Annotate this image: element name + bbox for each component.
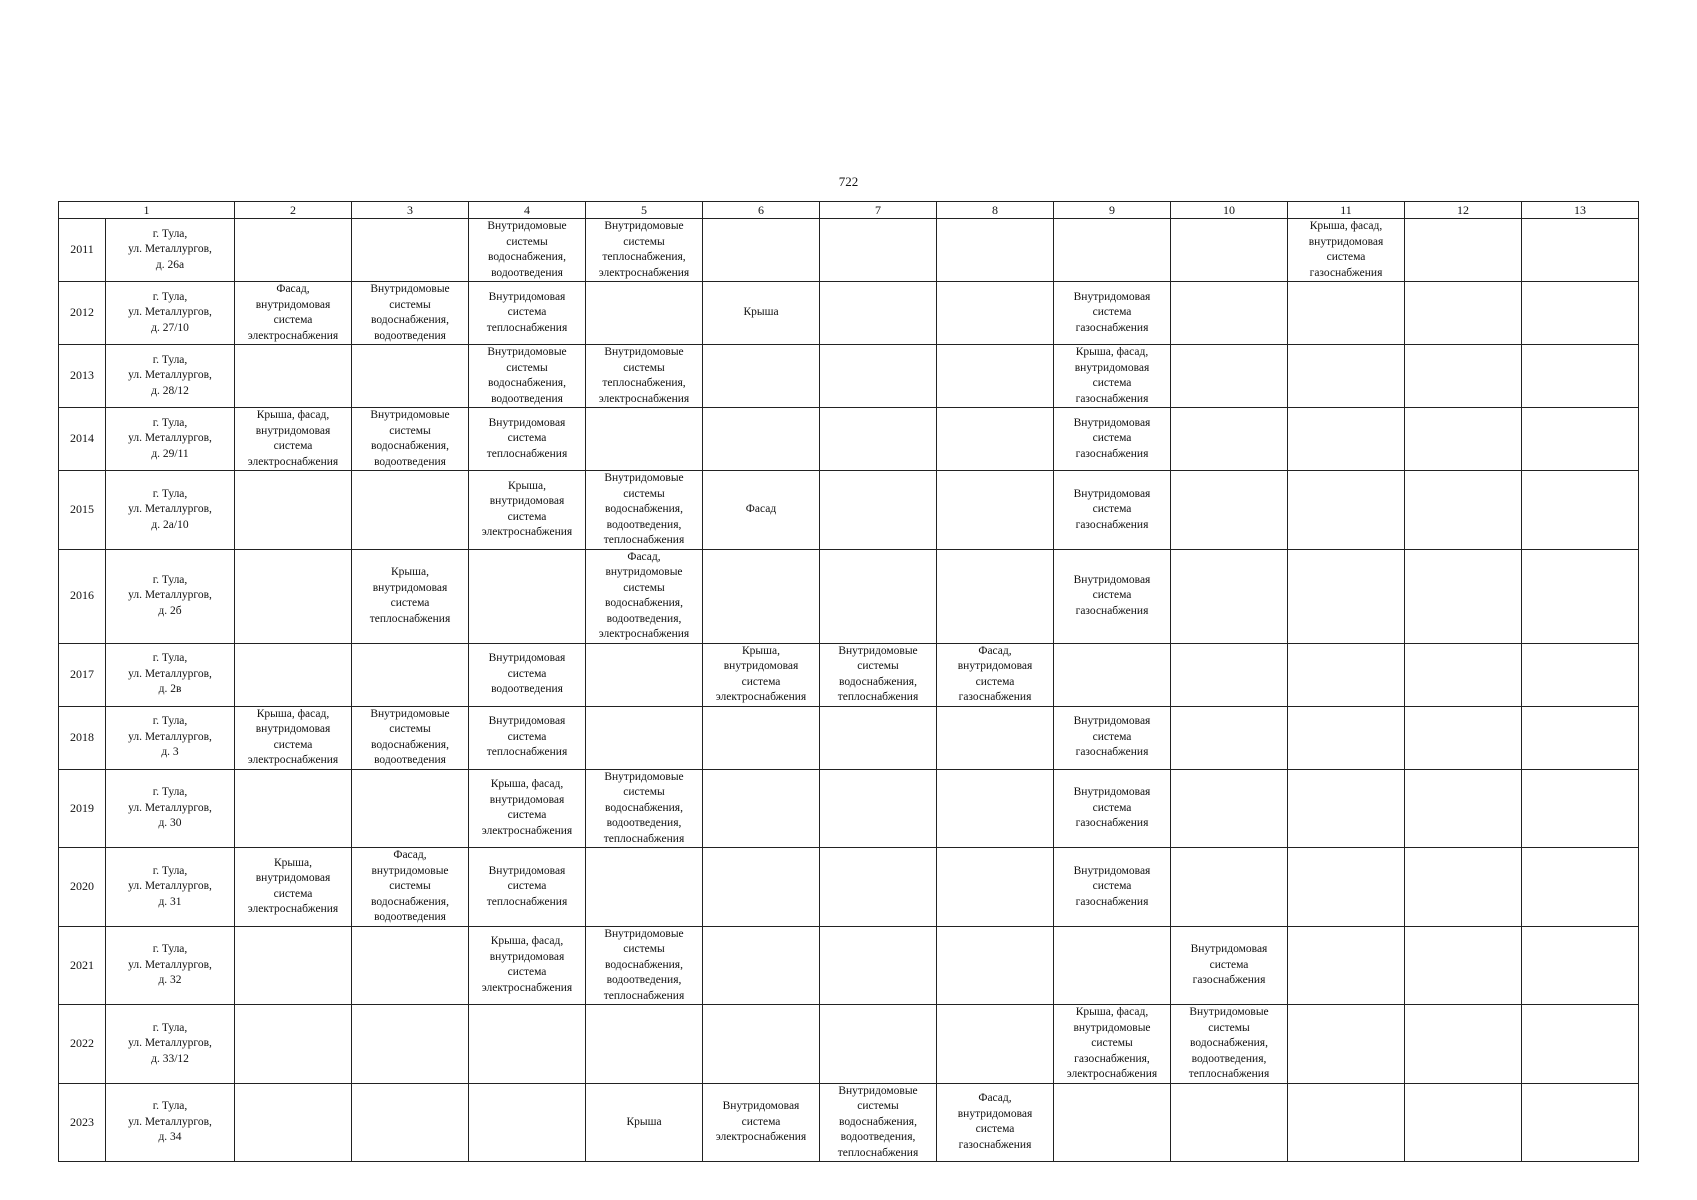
work-cell xyxy=(937,408,1054,471)
work-text: Внутридомовая система теплоснабжения xyxy=(486,416,568,460)
work-cell xyxy=(937,1005,1054,1084)
work-text: Внутридомовая система теплоснабжения xyxy=(486,290,568,334)
work-cell xyxy=(1405,549,1522,643)
work-cell xyxy=(586,345,703,408)
work-cell xyxy=(1405,219,1522,282)
work-cell xyxy=(586,926,703,1005)
column-header: 2 xyxy=(235,202,352,219)
work-cell xyxy=(1171,848,1288,927)
work-cell xyxy=(937,848,1054,927)
row-number: 2011 xyxy=(59,219,106,282)
work-cell xyxy=(586,549,703,643)
work-cell xyxy=(703,549,820,643)
row-number: 2016 xyxy=(59,549,106,643)
work-cell xyxy=(820,219,937,282)
address-text: г. Тула, ул. Металлургов, д. 26а xyxy=(128,227,212,271)
work-text: Внутридомовые системы водоснабжения, водоотведения, теплоснабжения xyxy=(1188,1006,1270,1080)
work-cell xyxy=(1405,848,1522,927)
work-cell xyxy=(703,345,820,408)
work-cell xyxy=(820,549,937,643)
work-text: Внутридомовые системы водоснабжения, теплоснабжения xyxy=(837,644,919,703)
work-cell xyxy=(1288,549,1405,643)
address-text: г. Тула, ул. Металлургов, д. 33/12 xyxy=(128,1021,212,1065)
work-cell xyxy=(586,769,703,848)
work-cell xyxy=(703,769,820,848)
work-text: Внутридомовая система газоснабжения xyxy=(1073,715,1151,759)
work-cell xyxy=(820,1083,937,1162)
work-cell xyxy=(1522,219,1639,282)
work-cell xyxy=(1522,282,1639,345)
column-header: 5 xyxy=(586,202,703,219)
address-text: г. Тула, ул. Металлургов, д. 30 xyxy=(128,786,212,829)
work-cell xyxy=(937,769,1054,848)
address-text: г. Тула, ул. Металлургов, д. 2б xyxy=(128,573,212,617)
address-cell xyxy=(106,345,235,408)
work-text: Крыша, фасад, внутридомовая система газоснабжения xyxy=(1308,220,1384,279)
column-header: 9 xyxy=(1054,202,1171,219)
address-text: г. Тула, ул. Металлургов, д. 31 xyxy=(128,864,212,908)
work-cell xyxy=(235,769,352,848)
address-cell xyxy=(106,769,235,848)
work-cell xyxy=(1054,549,1171,643)
work-cell xyxy=(1288,643,1405,706)
work-cell xyxy=(937,643,1054,706)
table-row xyxy=(59,848,1639,927)
work-cell xyxy=(1405,408,1522,471)
work-cell xyxy=(469,471,586,550)
work-cell xyxy=(1171,706,1288,769)
address-text: г. Тула, ул. Металлургов, д. 27/10 xyxy=(128,290,212,334)
work-cell xyxy=(820,1005,937,1084)
work-cell xyxy=(1288,1005,1405,1084)
work-cell xyxy=(703,408,820,471)
work-cell xyxy=(1405,282,1522,345)
work-cell xyxy=(820,643,937,706)
column-header: 13 xyxy=(1522,202,1639,219)
work-text: Фасад, внутридомовые системы водоснабжения, водоотведения, электроснабжения xyxy=(598,550,690,640)
work-cell xyxy=(352,345,469,408)
address-text: г. Тула, ул. Металлургов, д. 32 xyxy=(128,943,212,986)
work-cell xyxy=(469,848,586,927)
work-cell xyxy=(937,1083,1054,1162)
work-cell xyxy=(1522,1005,1639,1084)
work-cell xyxy=(352,408,469,471)
work-cell xyxy=(235,706,352,769)
work-text: Внутридомовая система газоснабжения xyxy=(1073,573,1151,617)
work-cell xyxy=(1405,1005,1522,1084)
header-row xyxy=(59,202,1639,219)
work-cell xyxy=(1288,848,1405,927)
work-cell xyxy=(1288,282,1405,345)
page-number: 722 xyxy=(838,174,859,189)
row-number: 2015 xyxy=(59,471,106,550)
row-number: 2013 xyxy=(59,345,106,408)
work-text: Крыша, внутридомовая система электроснабжения xyxy=(247,856,339,916)
work-cell xyxy=(235,219,352,282)
work-cell xyxy=(235,643,352,706)
work-cell xyxy=(937,471,1054,550)
work-text: Крыша, внутридомовая система теплоснабжения xyxy=(369,566,451,625)
table-row xyxy=(59,926,1639,1005)
address-cell xyxy=(106,706,235,769)
work-text: Внутридомовые системы водоснабжения, водоотведения, теплоснабжения xyxy=(603,472,685,546)
address-text: г. Тула, ул. Металлургов, д. 2а/10 xyxy=(128,487,212,531)
work-text: Фасад, внутридомовая система газоснабжения xyxy=(957,644,1033,703)
column-header: 12 xyxy=(1405,202,1522,219)
work-cell xyxy=(703,219,820,282)
row-number: 2021 xyxy=(59,926,106,1005)
row-number: 2012 xyxy=(59,282,106,345)
table-row xyxy=(59,282,1639,345)
work-cell xyxy=(469,643,586,706)
work-cell xyxy=(1405,769,1522,848)
work-cell xyxy=(1288,408,1405,471)
work-cell xyxy=(1054,282,1171,345)
work-text: Фасад, внутридомовая система электроснабжения xyxy=(247,283,339,342)
work-cell xyxy=(1171,926,1288,1005)
address-cell xyxy=(106,1083,235,1162)
work-text: Внутридомовая система газоснабжения xyxy=(1190,943,1268,986)
row-number: 2022 xyxy=(59,1005,106,1084)
work-cell xyxy=(235,926,352,1005)
work-cell xyxy=(1054,926,1171,1005)
column-header: 8 xyxy=(937,202,1054,219)
work-cell xyxy=(235,1005,352,1084)
work-cell xyxy=(1288,1083,1405,1162)
work-cell xyxy=(1405,706,1522,769)
work-cell xyxy=(1288,706,1405,769)
work-cell xyxy=(586,706,703,769)
table-row xyxy=(59,706,1639,769)
work-text: Крыша, фасад, внутридомовая система электроснабжения xyxy=(247,707,339,766)
row-number: 2023 xyxy=(59,1083,106,1162)
address-cell xyxy=(106,848,235,927)
work-cell xyxy=(352,219,469,282)
work-cell xyxy=(352,1083,469,1162)
work-cell xyxy=(586,1005,703,1084)
work-cell xyxy=(352,549,469,643)
work-cell xyxy=(1288,769,1405,848)
work-text: Внутридомовые системы водоснабжения, водоотведения xyxy=(487,220,567,279)
table-row xyxy=(59,643,1639,706)
work-text: Крыша, фасад, внутридомовая система электроснабжения xyxy=(247,409,339,468)
column-header: 3 xyxy=(352,202,469,219)
work-cell xyxy=(1405,1083,1522,1162)
table-row xyxy=(59,408,1639,471)
work-cell xyxy=(1171,408,1288,471)
work-cell xyxy=(469,219,586,282)
work-text: Внутридомовые системы водоснабжения, водоотведения, теплоснабжения xyxy=(603,927,685,1002)
address-cell xyxy=(106,471,235,550)
work-cell xyxy=(1171,471,1288,550)
work-cell xyxy=(352,1005,469,1084)
work-cell xyxy=(1405,643,1522,706)
work-text: Внутридомовая система теплоснабжения xyxy=(486,864,568,908)
row-number: 2019 xyxy=(59,769,106,848)
work-cell xyxy=(1171,643,1288,706)
work-text: Фасад xyxy=(745,503,777,515)
work-cell xyxy=(469,706,586,769)
work-cell xyxy=(1288,471,1405,550)
work-cell xyxy=(235,1083,352,1162)
work-cell xyxy=(469,345,586,408)
work-text: Внутридомовая система теплоснабжения xyxy=(486,715,568,759)
work-text: Крыша, фасад, внутридомовые системы газоснабжения, электроснабжения xyxy=(1066,1006,1158,1080)
work-text: Внутридомовые системы теплоснабжения, электроснабжения xyxy=(598,346,690,405)
work-cell xyxy=(1288,345,1405,408)
column-header: 1 xyxy=(59,202,235,219)
work-cell xyxy=(1522,345,1639,408)
work-text: Внутридомовые системы водоснабжения, водоотведения, теплоснабжения xyxy=(837,1084,919,1159)
work-cell xyxy=(352,643,469,706)
work-cell xyxy=(820,769,937,848)
work-cell xyxy=(352,926,469,1005)
work-cell xyxy=(1054,848,1171,927)
work-cell xyxy=(469,769,586,848)
work-cell xyxy=(1288,219,1405,282)
work-text: Внутридомовая система газоснабжения xyxy=(1073,864,1151,908)
work-cell xyxy=(469,282,586,345)
column-header: 6 xyxy=(703,202,820,219)
work-cell xyxy=(703,282,820,345)
work-cell xyxy=(469,1083,586,1162)
column-header: 7 xyxy=(820,202,937,219)
work-text: Внутридомовые системы водоснабжения, водоотведения, теплоснабжения xyxy=(603,770,685,845)
work-text: Внутридомовая система водоотведения xyxy=(488,652,566,696)
work-text: Крыша xyxy=(743,306,779,319)
work-cell xyxy=(1522,643,1639,706)
work-text: Крыша, фасад, внутридомовая система электроснабжения xyxy=(481,935,573,994)
work-cell xyxy=(586,282,703,345)
work-cell xyxy=(586,219,703,282)
table-row xyxy=(59,769,1639,848)
work-cell xyxy=(1522,471,1639,550)
work-cell xyxy=(703,706,820,769)
work-cell xyxy=(937,549,1054,643)
work-cell xyxy=(1405,926,1522,1005)
work-cell xyxy=(235,848,352,927)
column-header: 4 xyxy=(469,202,586,219)
work-cell xyxy=(586,408,703,471)
work-text: Внутридомовая система газоснабжения xyxy=(1073,290,1151,334)
work-cell xyxy=(1171,345,1288,408)
work-cell xyxy=(1405,471,1522,550)
work-text: Внутридомовая система газоснабжения xyxy=(1073,786,1151,829)
work-cell xyxy=(1054,1005,1171,1084)
work-cell xyxy=(820,408,937,471)
work-cell xyxy=(469,926,586,1005)
work-cell xyxy=(1054,706,1171,769)
work-cell xyxy=(1522,926,1639,1005)
work-cell xyxy=(1522,549,1639,643)
column-header: 10 xyxy=(1171,202,1288,219)
address-cell xyxy=(106,549,235,643)
table-body xyxy=(59,219,1639,1162)
table-row xyxy=(59,219,1639,282)
work-cell xyxy=(1522,769,1639,848)
work-cell xyxy=(1171,549,1288,643)
address-cell xyxy=(106,1005,235,1084)
work-text: Внутридомовая система газоснабжения xyxy=(1073,416,1151,460)
row-number: 2018 xyxy=(59,706,106,769)
work-cell xyxy=(820,282,937,345)
work-cell xyxy=(703,643,820,706)
row-number: 2017 xyxy=(59,643,106,706)
column-header: 11 xyxy=(1288,202,1405,219)
work-text: Внутридомовые системы теплоснабжения, электроснабжения xyxy=(598,220,690,279)
work-text: Внутридомовые системы водоснабжения, водоотведения xyxy=(370,409,450,468)
work-text: Внутридомовые системы водоснабжения, водоотведения xyxy=(370,283,450,342)
work-cell xyxy=(703,471,820,550)
work-cell xyxy=(235,471,352,550)
work-text: Внутридомовая система газоснабжения xyxy=(1073,487,1151,531)
work-text: Крыша, фасад, внутридомовая система электроснабжения xyxy=(481,778,573,837)
work-cell xyxy=(1522,1083,1639,1162)
table-row xyxy=(59,1005,1639,1084)
row-number: 2020 xyxy=(59,848,106,927)
work-cell xyxy=(703,926,820,1005)
work-cell xyxy=(1054,408,1171,471)
address-text: г. Тула, ул. Металлургов, д. 34 xyxy=(128,1100,212,1143)
work-cell xyxy=(352,848,469,927)
address-cell xyxy=(106,408,235,471)
work-cell xyxy=(1054,471,1171,550)
work-cell xyxy=(1054,219,1171,282)
work-cell xyxy=(586,471,703,550)
capital-repair-schedule-table xyxy=(58,201,1639,1162)
work-cell xyxy=(586,1083,703,1162)
address-text: г. Тула, ул. Металлургов, д. 29/11 xyxy=(128,416,212,460)
work-cell xyxy=(1054,769,1171,848)
work-cell xyxy=(469,549,586,643)
table-row xyxy=(59,345,1639,408)
work-cell xyxy=(352,706,469,769)
work-cell xyxy=(1171,1005,1288,1084)
address-text: г. Тула, ул. Металлургов, д. 28/12 xyxy=(128,353,212,397)
work-cell xyxy=(586,643,703,706)
work-cell xyxy=(352,282,469,345)
table-row xyxy=(59,471,1639,550)
address-cell xyxy=(106,282,235,345)
work-cell xyxy=(235,408,352,471)
work-cell xyxy=(703,848,820,927)
work-text: Внутридомовая система электроснабжения xyxy=(715,1100,807,1143)
work-cell xyxy=(703,1005,820,1084)
work-text: Крыша, внутридомовая система электроснабжения xyxy=(481,479,573,539)
work-cell xyxy=(469,1005,586,1084)
work-cell xyxy=(1171,219,1288,282)
work-cell xyxy=(1405,345,1522,408)
work-cell xyxy=(1171,282,1288,345)
work-cell xyxy=(703,1083,820,1162)
work-text: Внутридомовые системы водоснабжения, водоотведения xyxy=(370,707,450,766)
work-cell xyxy=(586,848,703,927)
work-cell xyxy=(937,706,1054,769)
address-text: г. Тула, ул. Металлургов, д. 2в xyxy=(128,652,212,696)
work-cell xyxy=(235,282,352,345)
work-text: Крыша, внутридомовая система электроснабжения xyxy=(715,644,807,703)
address-cell xyxy=(106,219,235,282)
work-cell xyxy=(1522,408,1639,471)
work-cell xyxy=(1171,1083,1288,1162)
work-cell xyxy=(235,345,352,408)
work-cell xyxy=(235,549,352,643)
work-cell xyxy=(820,848,937,927)
work-cell xyxy=(1171,769,1288,848)
work-cell xyxy=(469,408,586,471)
work-text: Фасад, внутридомовая система газоснабжения xyxy=(957,1092,1033,1151)
work-cell xyxy=(352,769,469,848)
work-cell xyxy=(820,471,937,550)
work-text: Фасад, внутридомовые системы водоснабжения, водоотведения xyxy=(371,849,449,923)
work-cell xyxy=(1522,706,1639,769)
work-text: Внутридомовые системы водоснабжения, водоотведения xyxy=(487,346,567,405)
work-cell xyxy=(352,471,469,550)
work-cell xyxy=(1054,643,1171,706)
work-cell xyxy=(1054,345,1171,408)
work-text: Крыша, фасад, внутридомовая система газоснабжения xyxy=(1074,346,1150,405)
work-cell xyxy=(1054,1083,1171,1162)
address-cell xyxy=(106,926,235,1005)
work-cell xyxy=(937,345,1054,408)
address-cell xyxy=(106,643,235,706)
work-cell xyxy=(937,282,1054,345)
work-cell xyxy=(820,706,937,769)
address-text: г. Тула, ул. Металлургов, д. 3 xyxy=(128,715,212,759)
table-row xyxy=(59,1083,1639,1162)
work-cell xyxy=(1288,926,1405,1005)
work-cell xyxy=(820,345,937,408)
table-row xyxy=(59,549,1639,643)
work-text: Крыша xyxy=(626,1115,662,1128)
row-number: 2014 xyxy=(59,408,106,471)
work-cell xyxy=(1522,848,1639,927)
work-cell xyxy=(937,219,1054,282)
work-cell xyxy=(820,926,937,1005)
work-cell xyxy=(937,926,1054,1005)
